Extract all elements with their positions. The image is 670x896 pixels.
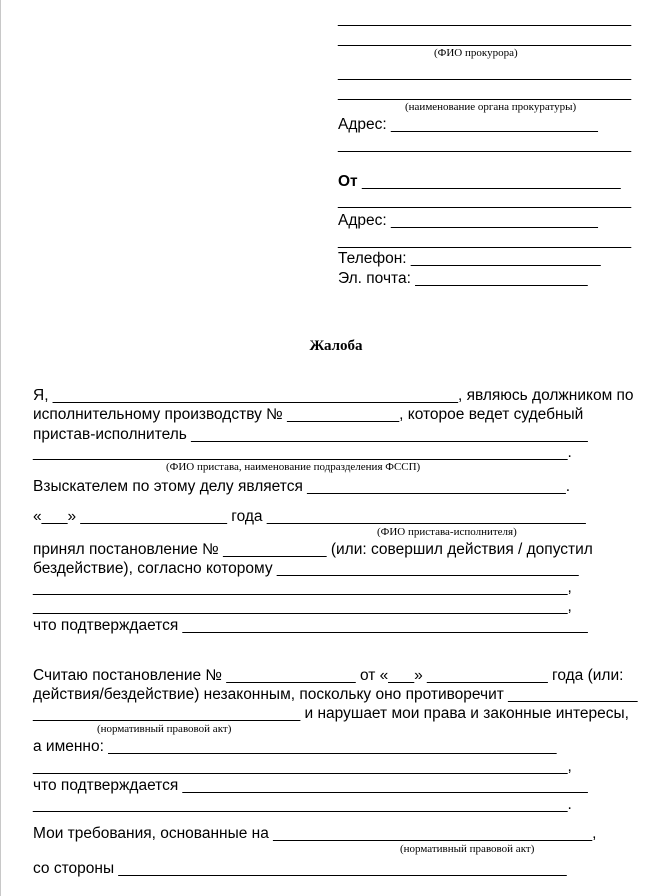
- header-line-5: __________________________________: [338, 136, 632, 153]
- body-p2: Взыскателем по этому делу является ______________________________.: [33, 478, 571, 495]
- from-line: [338, 173, 621, 191]
- caption-legal-act-1: (нормативный правовой акт): [97, 723, 232, 735]
- body-p5-line-5: ______________________________________________________________,: [33, 758, 572, 775]
- caption-bailiff-department: (ФИО пристава, наименование подразделения ФССП): [166, 461, 421, 473]
- body-p1-line-4: ______________________________________________________________.: [33, 444, 572, 461]
- body-p4-line-3: ______________________________________________________________,: [33, 579, 572, 596]
- header-line-7: __________________________________: [338, 232, 632, 249]
- body-p5-line-2: действия/бездействие) незаконным, поскольку оно противоречит _______________: [33, 686, 638, 703]
- body-p4-line-1: принял постановление № ____________ (или: совершил действия / допустил: [33, 541, 593, 558]
- header-line-4: __________________________________: [338, 84, 632, 101]
- from-label: От: [338, 173, 358, 190]
- caption-prosecutor-name: (ФИО прокурора): [434, 47, 518, 59]
- body-p1-line-2: исполнительному производству № _____________, которое ведет судебный: [33, 406, 584, 423]
- body-p6-line-2: со стороны ____________________________________________________: [33, 860, 567, 877]
- caption-prosecutor-office: (наименование органа прокуратуры): [405, 101, 577, 113]
- from-blank: ______________________________: [357, 173, 621, 190]
- document-title: Жалоба: [309, 338, 363, 354]
- header-line-3: __________________________________: [338, 64, 632, 81]
- phone-line: Телефон: ______________________: [338, 250, 601, 267]
- caption-bailiff-name: (ФИО пристава-исполнителя): [377, 526, 517, 538]
- body-p5-line-7: ______________________________________________________________.: [33, 796, 572, 813]
- address-line-2: Адрес: ________________________: [338, 212, 598, 229]
- body-p5-line-1: Считаю постановление № _______________ от «___» ______________ года (или:: [33, 667, 624, 684]
- header-line-2: __________________________________: [338, 30, 632, 47]
- body-p5-line-6: что подтверждается _______________________________________________: [33, 777, 588, 794]
- header-line-6: __________________________________: [338, 192, 632, 209]
- header-line-1: __________________________________: [338, 10, 632, 27]
- body-p6-line-1: Мои требования, основанные на _____________________________________,: [33, 825, 597, 842]
- body-p4-line-2: бездействие), согласно которому ___________________________________: [33, 560, 579, 577]
- body-p3: «___» _________________ года _____________________________________: [33, 508, 586, 525]
- caption-legal-act-2: (нормативный правовой акт): [400, 843, 535, 855]
- body-p4-line-5: что подтверждается _______________________________________________: [33, 617, 588, 634]
- body-p5-line-3: _______________________________ и нарушает мои права и законные интересы,: [33, 705, 629, 722]
- body-p1-line-3: пристав-исполнитель ______________________________________________: [33, 426, 588, 443]
- body-p1-line-1: Я, _______________________________________________, являюсь должником по: [33, 387, 634, 404]
- body-p4-line-4: ______________________________________________________________,: [33, 598, 572, 615]
- address-line-1: Адрес: ________________________: [338, 116, 598, 133]
- email-line: Эл. почта: ____________________: [338, 270, 588, 287]
- body-p5-line-4: а именно: ____________________________________________________: [33, 738, 557, 755]
